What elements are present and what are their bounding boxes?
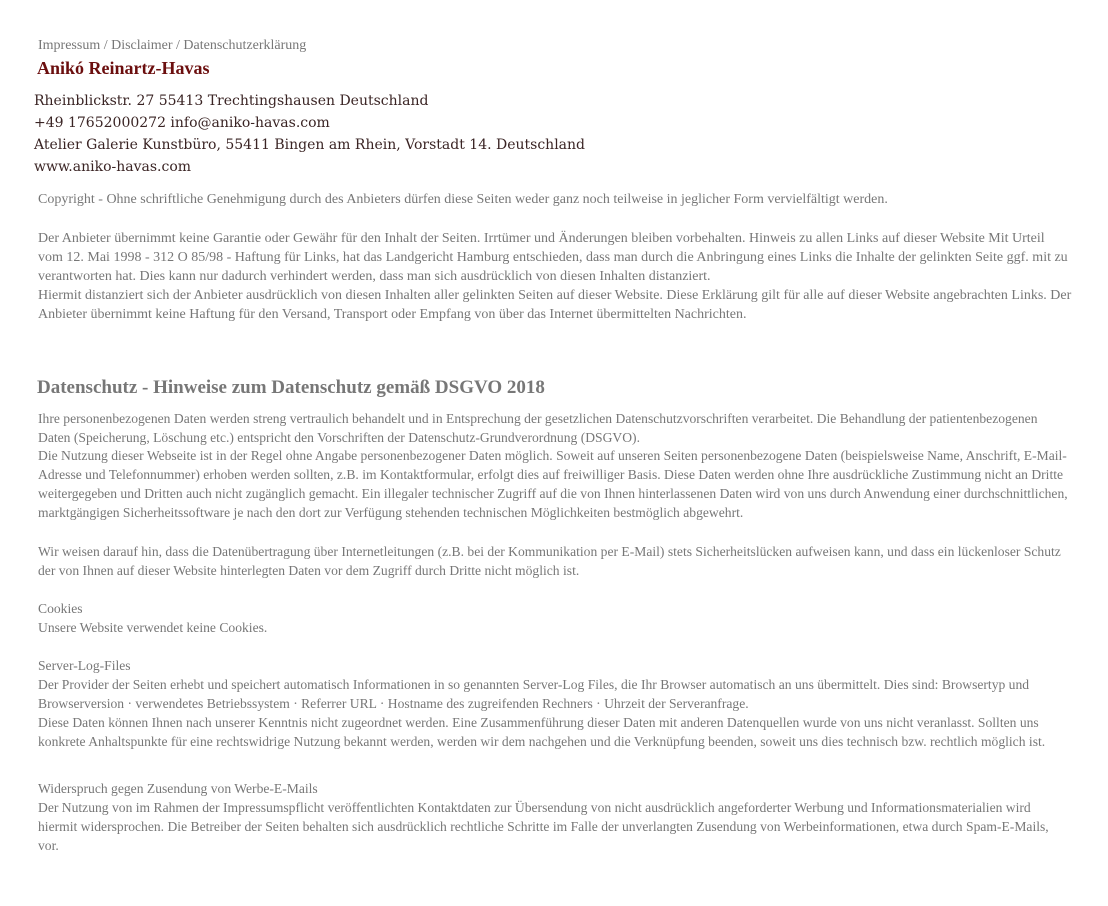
datenschutz-heading: Datenschutz - Hinweise zum Datenschutz gemäß DSGVO 2018	[37, 377, 545, 398]
datenschutz-paragraph: Wir weisen darauf hin, dass die Datenübertragung über Internetleitungen (z.B. bei der Kommunikation per E-Mail) stets Sicherheitslücken aufweisen kann, und dass ein lückenloser Schutz der von Ihnen auf dieser Website hinterlegten Daten vor dem Zugriff durch Dritte nicht möglich ist.	[38, 544, 1061, 578]
cookies-text: Unsere Website verwendet keine Cookies.	[38, 620, 268, 635]
datenschutz-paragraph: Die Nutzung dieser Webseite ist in der Regel ohne Angabe personenbezogener Daten möglich. Soweit auf unseren Seiten personenbezogene Daten (beispielsweise Name, Anschrift, E-Mail-Adresse und Telefonnummer) erhoben werden sollten, z.B. im Kontaktformular, erfolgt dies auf freiwilliger Basis. Diese Daten werden ohne Ihre ausdrückliche Zustimmung nicht an Dritte weitergegeben und Dritten auch nicht zugänglich gemacht. Ein illegaler technischer Zugriff auf die von Ihnen hinterlassenen Daten wird von uns durch Anwendung einer durchschnittlichen, marktgängigen Sicherheitssoftware je nach den dort zur Verfügung stehenden technischen Möglichkeiten bestmöglich abgewehrt.	[38, 448, 1068, 520]
server-log-heading: Server-Log-Files	[38, 658, 131, 673]
werbung-text: Der Nutzung von im Rahmen der Impressumspflicht veröffentlichten Kontaktdaten zur Übersendung von nicht ausdrücklich angeforderter Werbung und Informationsmaterialien wird hiermit widersprochen. Die Betreiber der Seiten behalten sich ausdrücklich rechtliche Schritte im Falle der unverlangten Zusendung von Werbeinformationen, etwa durch Spam-E-Mails, vor.	[38, 800, 1049, 853]
werbung-heading: Widerspruch gegen Zusendung von Werbe-E-Mails	[38, 781, 318, 796]
server-log-section	[38, 656, 1072, 751]
server-log-paragraph: Der Provider der Seiten erhebt und speichert automatisch Informationen in so genannten Server-Log Files, die Ihr Browser automatisch an uns übermittelt. Dies sind: Browsertyp und Browserversion · verwendetes Betriebssystem · Referrer URL · Hostname des zugreifenden Rechners · Uhrzeit der Serveranfrage.	[38, 677, 1030, 711]
cookies-heading: Cookies	[38, 601, 83, 616]
disclaimer-paragraph: Der Anbieter übernimmt keine Garantie oder Gewähr für den Inhalt der Seiten. Irrtümer und Änderungen bleiben vorbehalten. Hinweis zu allen Links auf dieser Website Mit Urteil vom 12. Mai 1998 - 312 O 85/98 - Haftung für Links, hat das Landgericht Hamburg entschieden, dass man durch die Anbringung eines Links die Inhalte der gelinkten Seite ggf. mit zu verantworten hat. Dies kann nur dadurch verhindert werden, dass man sich ausdrücklich von diesen Inhalten distanziert.	[38, 231, 1068, 284]
cookies-section	[38, 599, 1072, 637]
disclaimer-paragraph: Hiermit distanziert sich der Anbieter ausdrücklich von diesen Inhalten aller gelinkten Seiten auf dieser Website. Diese Erklärung gilt für alle auf dieser Website angebrachten Links. Der Anbieter übernimmt keine Haftung für den Versand, Transport oder Empfang von über das Internet übermittelten Nachrichten.	[38, 288, 1072, 322]
copyright-notice: Copyright - Ohne schriftliche Genehmigung durch des Anbieters dürfen diese Seiten weder ganz noch teilweise in jeglicher Form vervielfältigt werden.	[38, 192, 888, 207]
contact-atelier: Atelier Galerie Kunstbüro, 55411 Bingen am Rhein, Vorstadt 14. Deutschland	[34, 137, 585, 153]
owner-name: Anikó Reinartz-Havas	[37, 58, 210, 78]
disclaimer-section	[38, 229, 1072, 324]
breadcrumb: Impressum / Disclaimer / Datenschutzerklärung	[38, 38, 307, 53]
contact-website-link[interactable]: www.aniko-havas.com	[34, 159, 192, 175]
contact-phone-email[interactable]: +49 17652000272 info@aniko-havas.com	[34, 115, 330, 131]
werbung-section	[38, 779, 1072, 855]
contact-address: Rheinblickstr. 27 55413 Trechtingshausen Deutschland	[34, 93, 429, 109]
contact-block	[34, 90, 585, 178]
server-log-paragraph: Diese Daten können Ihnen nach unserer Kenntnis nicht zugeordnet werden. Eine Zusammenführung dieser Daten mit anderen Datenquellen wurde von uns nicht veranlasst. Sollten uns konkrete Anhaltspunkte für eine rechtswidrige Nutzung bekannt werden, werden wir dem nachgehen und die Verknüpfung beenden, soweit uns dies technisch bzw. rechtlich möglich ist.	[38, 715, 1046, 749]
datenschutz-paragraph: Ihre personenbezogenen Daten werden streng vertraulich behandelt und in Entsprechung der gesetzlichen Datenschutzvorschriften verarbeitet. Die Behandlung der patientenbezogenen Daten (Speicherung, Löschung etc.) entspricht den Vorschriften der Datenschutz-Grundverordnung (DSGVO).	[38, 411, 1038, 445]
